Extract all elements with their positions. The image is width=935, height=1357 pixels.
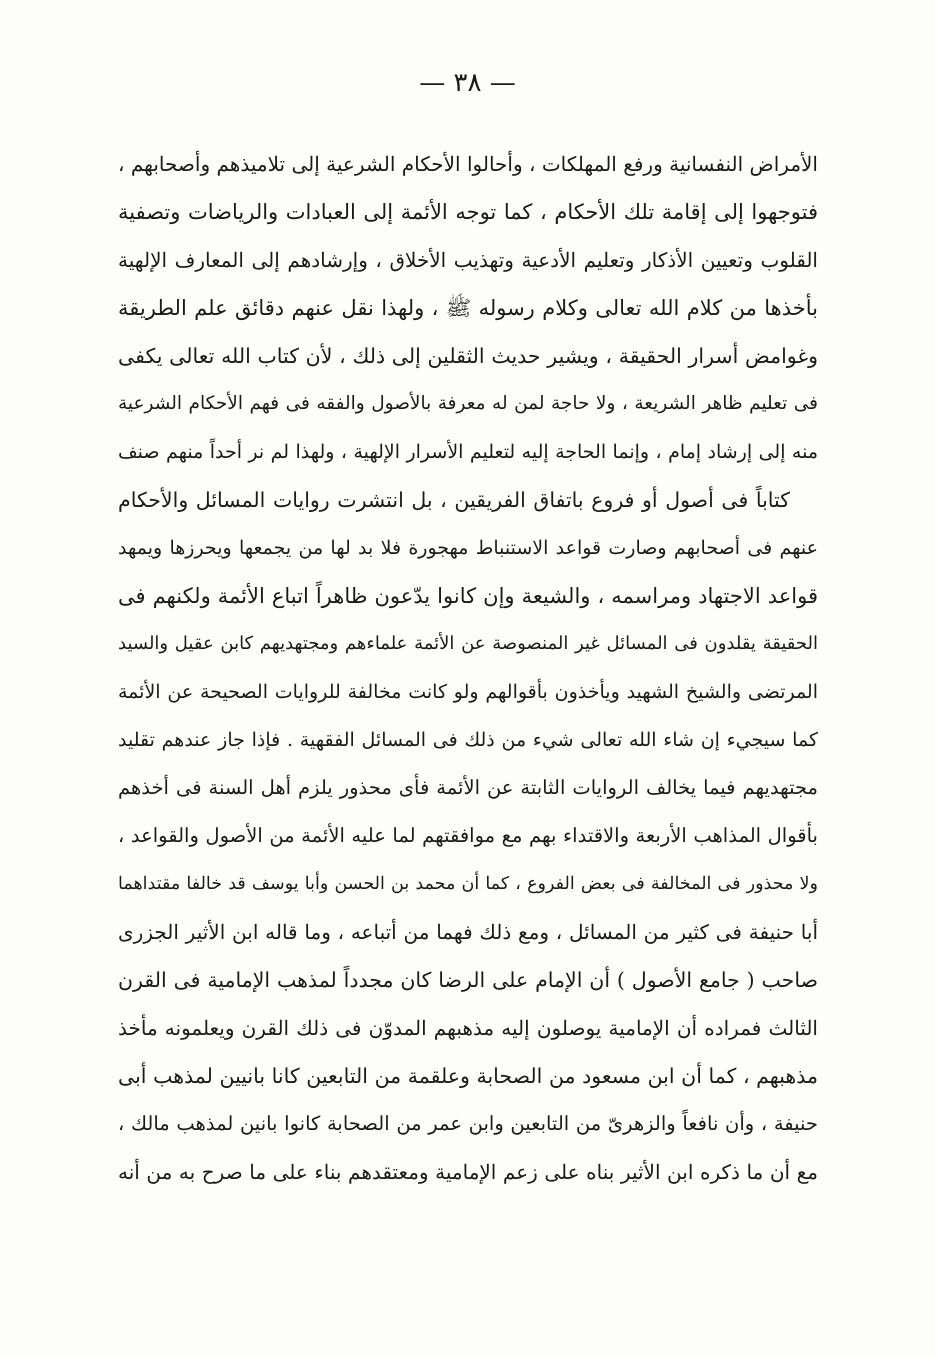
text-line-4: بأخذها من كلام الله تعالى وكلام رسوله ﷺ ، ولهذا نقل عنهم دقائق علم الطريقة xyxy=(118,296,818,320)
page-number: — ٣٨ — xyxy=(419,68,516,98)
text-line-17: أبا حنيفة فى كثير من المسائل ، ومع ذلك فهما من أتباعه ، وما قاله ابن الأثير الجزرى xyxy=(118,920,818,944)
text-line-1: الأمراض النفسانية ورفع المهلكات ، وأحالوا الأحكام الشرعية إلى تلاميذهم وأصحابهم ، xyxy=(118,152,818,176)
text-line-10: قواعد الاجتهاد ومراسمه ، والشيعة وإن كانوا يدّعون ظاهراً اتباع الأئمة ولكنهم فى xyxy=(118,584,818,608)
text-line-3: القلوب وتعيين الأذكار وتعليم الأدعية وتهذيب الأخلاق ، وإرشادهم إلى المعارف الإلهية xyxy=(118,248,818,272)
text-line-22: مع أن ما ذكره ابن الأثير بناه على زعم الإمامية ومعتقدهم بناء على ما صرح به من أنه xyxy=(118,1160,818,1184)
text-line-20: مذهبهم ، كما أن ابن مسعود من الصحابة وعلقمة من التابعين كانا بانيين لمذهب أبى xyxy=(118,1064,818,1088)
text-line-8: كتاباً فى أصول أو فروع باتفاق الفريقين ، بل انتشرت روايات المسائل والأحكام xyxy=(118,488,790,512)
text-line-21: حنيفة ، وأن نافعاً والزهرىّ من التابعين وابن عمر من الصحابة كانوا بانين لمذهب مالك ، xyxy=(118,1112,818,1135)
text-line-11: الحقيقة يقلدون فى المسائل غير المنصوصة عن الأئمة علماءهم ومجتهديهم كابن عقيل والسيد xyxy=(118,633,818,654)
text-line-12: المرتضى والشيخ الشهيد ويأخذون بأقوالهم ولو كانت مخالفة للروايات الصحيحة عن الأئمة xyxy=(118,681,818,703)
text-line-7: منه إلى إرشاد إمام ، وإنما الحاجة إليه لتعليم الأسرار الإلهية ، ولهذا لم نر أحداً منهم صنف xyxy=(118,441,818,463)
text-line-13: كما سيجيء إن شاء الله تعالى شيء من ذلك فى المسائل الفقهية . فإذا جاز عندهم تقليد xyxy=(118,729,818,751)
text-line-18: صاحب ( جامع الأصول ) أن الإمام على الرضا كان مجدداً لمذهب الإمامية فى القرن xyxy=(118,968,818,992)
text-line-9: عنهم فى أصحابهم وصارت قواعد الاستنباط مهجورة فلا بد لها من يجمعها ويحرزها ويمهد xyxy=(118,537,818,559)
text-line-15: بأقوال المذاهب الأربعة والاقتداء بهم مع موافقتهم لما عليه الأئمة من الأصول والقواعد ، xyxy=(118,824,818,847)
text-line-6: فى تعليم ظاهر الشريعة ، ولا حاجة لمن له معرفة بالأصول والفقه فى فهم الأحكام الشرعية xyxy=(118,393,818,414)
text-line-2: فتوجهوا إلى إقامة تلك الأحكام ، كما توجه الأئمة إلى العبادات والرياضات وتصفية xyxy=(118,200,818,224)
body-text xyxy=(118,140,818,1196)
text-line-5: وغوامض أسرار الحقيقة ، ويشير حديث الثقلين إلى ذلك ، لأن كتاب الله تعالى يكفى xyxy=(118,344,818,368)
text-line-19: الثالث فمراده أن الإمامية يوصلون إليه مذهبهم المدوّن فى ذلك القرن ويعلمونه مأخذ xyxy=(118,1016,818,1040)
text-line-16: ولا محذور فى المخالفة فى بعض الفروع ، كما أن محمد بن الحسن وأبا يوسف قد خالفا مقتداهما xyxy=(118,874,818,894)
text-line-14: مجتهديهم فيما يخالف الروايات الثابتة عن الأئمة فأى محذور يلزم أهل السنة فى أخذهم xyxy=(118,776,818,799)
